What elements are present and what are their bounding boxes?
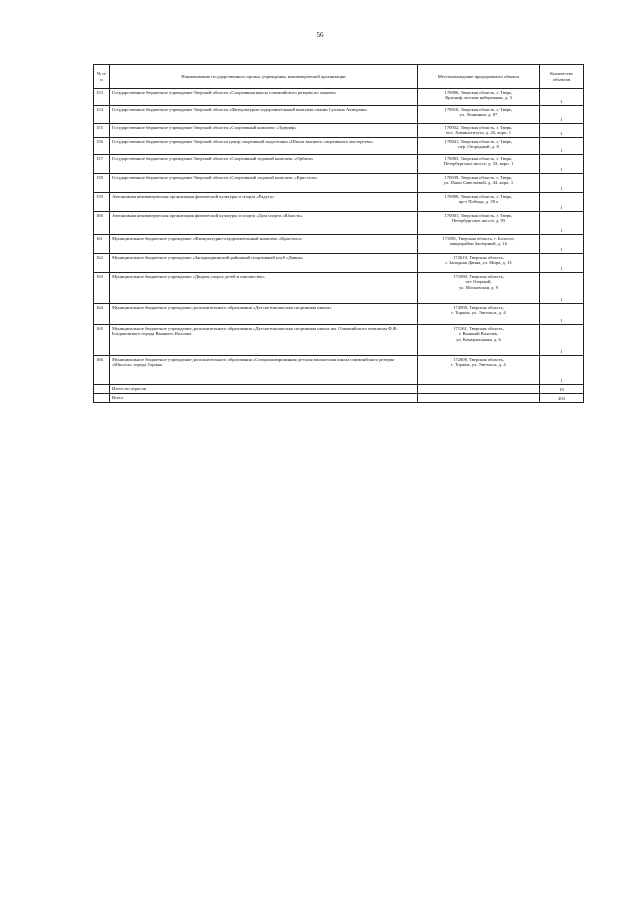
row-name: Муниципальное бюджетное учреждение дополнительного образования «Специализированная детская юношеская школа олимпийского резерва «Юность» города Торжка: [110, 356, 418, 385]
row-num: 164: [94, 304, 110, 325]
table-row: [94, 212, 584, 235]
row-location: 171081, Тверская область, г. Бологое, микрорайон Заозерный, д. 16: [418, 235, 540, 254]
row-name: Государственное бюджетное учреждение Тверской области «Спортивный ледовый комплекс «Кристалл»: [110, 174, 418, 193]
row-num: 161: [94, 235, 110, 254]
table-row: [94, 235, 584, 254]
row-count: 1: [540, 174, 584, 193]
row-count: 1: [540, 106, 584, 124]
row-num: 158: [94, 174, 110, 193]
subtotal-label: Итого по отрасли: [110, 385, 418, 394]
table-row: [94, 193, 584, 212]
table-row: [94, 325, 584, 356]
row-location: 172008, Тверская область, г. Торжок, ул. Энгельса, д. 4: [418, 356, 540, 385]
row-location: 170041, Тверская область, г. Тверь, пер. Огородный, д. 8: [418, 138, 540, 155]
row-location: 172008, Тверская область, г. Торжок, ул. Энгельса, д. 4: [418, 304, 540, 325]
row-num: 155: [94, 124, 110, 138]
page-number: 56: [316, 31, 324, 39]
total-row: [94, 394, 584, 403]
row-name: Муниципальное бюджетное учреждение дополнительного образования «Детско-юношеская спортивная школа им. Олимпийского чемпиона Ф.Ф. Богдановского города Вышнего Волочка: [110, 325, 418, 356]
row-count: 1: [540, 138, 584, 155]
row-location: 170032, Тверская область, г. Тверь, пос. Химинститута, д. 45, корп. 1: [418, 124, 540, 138]
objects-table: [93, 64, 584, 403]
row-location: 172610, Тверская область, г. Западная Двина, ул. Мира, д. 13: [418, 254, 540, 273]
table-header-row: [94, 65, 584, 89]
row-num: 162: [94, 254, 110, 273]
row-num: 156: [94, 138, 110, 155]
row-name: Муниципальное бюджетное учреждение «Физкультурно-оздоровительный комплекс «Кристалл»: [110, 235, 418, 254]
row-name: Муниципальное бюджетное учреждение дополнительного образования «Детско-юношеская спортивная школа»: [110, 304, 418, 325]
row-count: 1: [540, 325, 584, 356]
table-row: [94, 106, 584, 124]
header-count: Количество объектов: [540, 65, 584, 89]
header-location: Местонахождение придорожного объекта: [418, 65, 540, 89]
table-row: [94, 155, 584, 174]
row-num: 166: [94, 356, 110, 385]
subtotal-row: [94, 385, 584, 394]
table-row: [94, 124, 584, 138]
row-name: Муниципальное бюджетное учреждение «Дворец спорта детей и юношества»: [110, 273, 418, 304]
row-name: Государственное бюджетное учреждение Тверской области «Спортивная школа олимпийского резерва по хоккею»: [110, 89, 418, 106]
row-num: 159: [94, 193, 110, 212]
table-row: [94, 174, 584, 193]
total-count: 203: [540, 394, 584, 403]
row-count: 1: [540, 304, 584, 325]
row-num: 153: [94, 89, 110, 106]
row-num: 154: [94, 106, 110, 124]
row-location: 170001, Тверская область, г. Тверь, Петербургское шоссе, д. 95: [418, 212, 540, 235]
row-count: 1: [540, 193, 584, 212]
table-row: [94, 254, 584, 273]
row-name: Автономная некоммерческая организация физической культуры и спорта «Радуга»: [110, 193, 418, 212]
row-name: Государственное бюджетное учреждение Тверской области «Физкультурно-оздоровительный комплекс имени Султана Ахмерова»: [110, 106, 418, 124]
row-num: 160: [94, 212, 110, 235]
row-num: 157: [94, 155, 110, 174]
row-name: Муниципальное бюджетное учреждение «Западнодвинский районный спортивный клуб «Двина»: [110, 254, 418, 273]
row-name: Государственное бюджетное учреждение Тверской области центр спортивной подготовки «Школа высшего спортивного мастерства»: [110, 138, 418, 155]
row-num: 165: [94, 325, 110, 356]
row-count: 1: [540, 124, 584, 138]
row-location: 171161, Тверская область, г. Вышний Волочек, ул. Коммунальная, д. 6: [418, 325, 540, 356]
row-count: 1: [540, 356, 584, 385]
header-num: № п/п: [94, 65, 110, 89]
row-count: 1: [540, 273, 584, 304]
row-location: 170006, Тверская область, г. Тверь, Красноф лотская набережная, д. 3: [418, 89, 540, 106]
row-location: 171090, Тверская область, пгт Озерный, ул. Московская, д. 9: [418, 273, 540, 304]
row-location: 170003, Тверская область, г. Тверь, Петербургское шоссе, д. 33, корп. 1: [418, 155, 540, 174]
row-count: 1: [540, 212, 584, 235]
subtotal-count: 19: [540, 385, 584, 394]
row-count: 1: [540, 235, 584, 254]
total-label: Всего: [110, 394, 418, 403]
row-name: Государственное бюджетное учреждение Тверской области «Спортивный комплекс «Триумф»: [110, 124, 418, 138]
row-name: Государственное бюджетное учреждение Тверской области «Спортивный ледовый комплекс «Орбита»: [110, 155, 418, 174]
row-count: 1: [540, 155, 584, 174]
header-name: Наименование государственного органа, учреждения, некоммерческой организации: [110, 65, 418, 89]
table-row: [94, 304, 584, 325]
row-count: 1: [540, 89, 584, 106]
row-location: 170039, Тверская область, г. Тверь, ул. Паши Савельевой, д. 44, корп. 1: [418, 174, 540, 193]
row-location: 170016, Тверская область, г. Тверь, ул. Ленинина, д. 87: [418, 106, 540, 124]
row-location: 170008, Тверская область, г. Тверь, пр-т Победы, д. 39 а: [418, 193, 540, 212]
table-row: [94, 138, 584, 155]
row-count: 1: [540, 254, 584, 273]
row-num: 163: [94, 273, 110, 304]
table-row: [94, 273, 584, 304]
row-name: Автономная некоммерческая организация физической культуры и спорта «Дом спорта «Юность»: [110, 212, 418, 235]
table-row: [94, 89, 584, 106]
table-row: [94, 356, 584, 385]
